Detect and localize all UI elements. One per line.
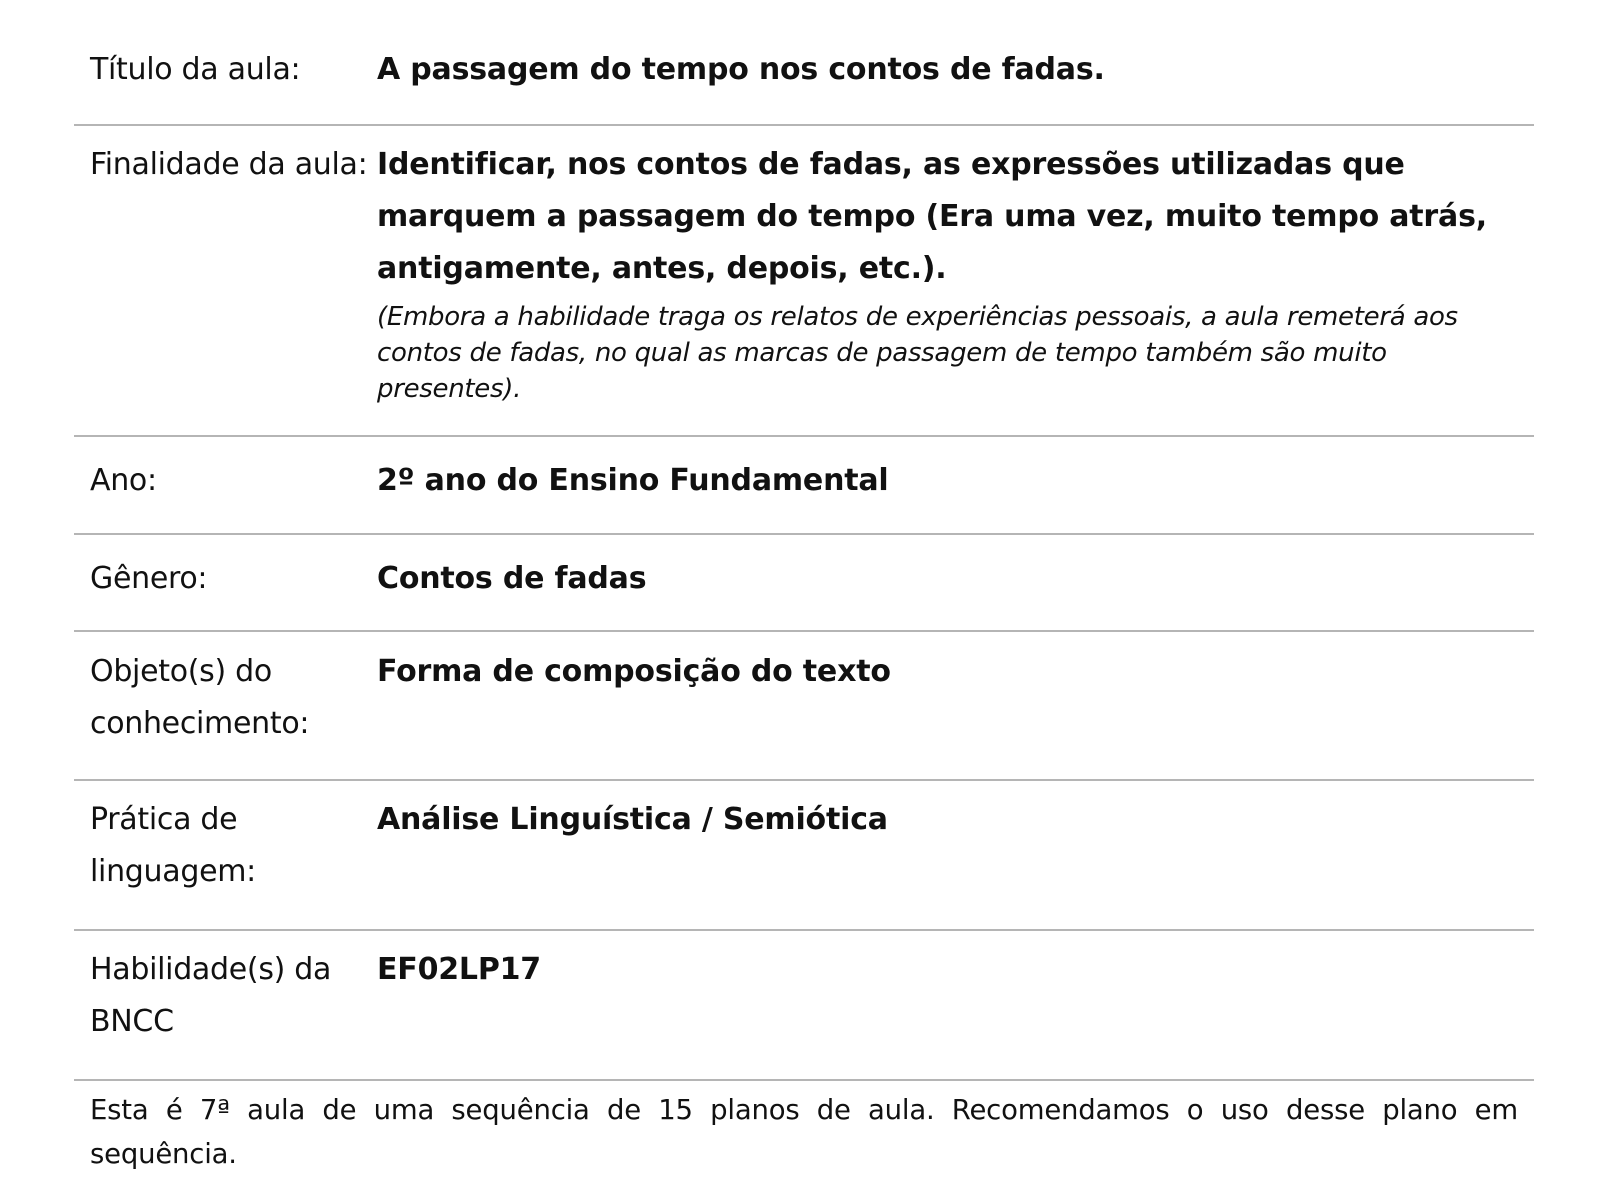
value-habilidade: EF02LP17 xyxy=(377,952,541,987)
row-titulo xyxy=(74,0,1534,126)
label-genero: Gênero: xyxy=(90,561,208,596)
lesson-info-table xyxy=(74,0,1534,1081)
value-finalidade: Identificar, nos contos de fadas, as expressões utilizadas que marquem a passagem do tempo (Era uma vez, muito tempo atrás, antigamente, antes, depois, etc.). xyxy=(377,147,1487,286)
label-ano: Ano: xyxy=(90,463,157,498)
value-finalidade-cell xyxy=(377,139,1534,435)
row-objeto xyxy=(74,632,1534,781)
value-ano: 2º ano do Ensino Fundamental xyxy=(377,463,889,498)
row-pratica xyxy=(74,781,1534,931)
label-habilidade: Habilidade(s) da BNCC xyxy=(90,952,332,1039)
value-genero: Contos de fadas xyxy=(377,561,647,596)
row-ano xyxy=(74,437,1534,535)
label-finalidade: Finalidade da aula: xyxy=(90,147,368,182)
value-titulo: A passagem do tempo nos contos de fadas. xyxy=(377,52,1105,87)
row-genero xyxy=(74,535,1534,632)
note-finalidade: (Embora a habilidade traga os relatos de experiências pessoais, a aula remeterá aos contos de fadas, no qual as marcas de passagem de tempo também são muito presentes). xyxy=(377,302,1458,404)
label-pratica: Prática de linguagem: xyxy=(90,802,256,889)
label-titulo: Título da aula: xyxy=(90,52,301,87)
value-pratica: Análise Linguística / Semiótica xyxy=(377,802,888,837)
row-habilidade xyxy=(74,931,1534,1081)
value-objeto: Forma de composição do texto xyxy=(377,654,891,689)
sequence-note: Esta é 7ª aula de uma sequência de 15 planos de aula. Recomendamos o uso desse plano em sequência. xyxy=(90,1094,1518,1170)
label-objeto: Objeto(s) do conhecimento: xyxy=(90,654,310,741)
row-finalidade xyxy=(74,126,1534,437)
